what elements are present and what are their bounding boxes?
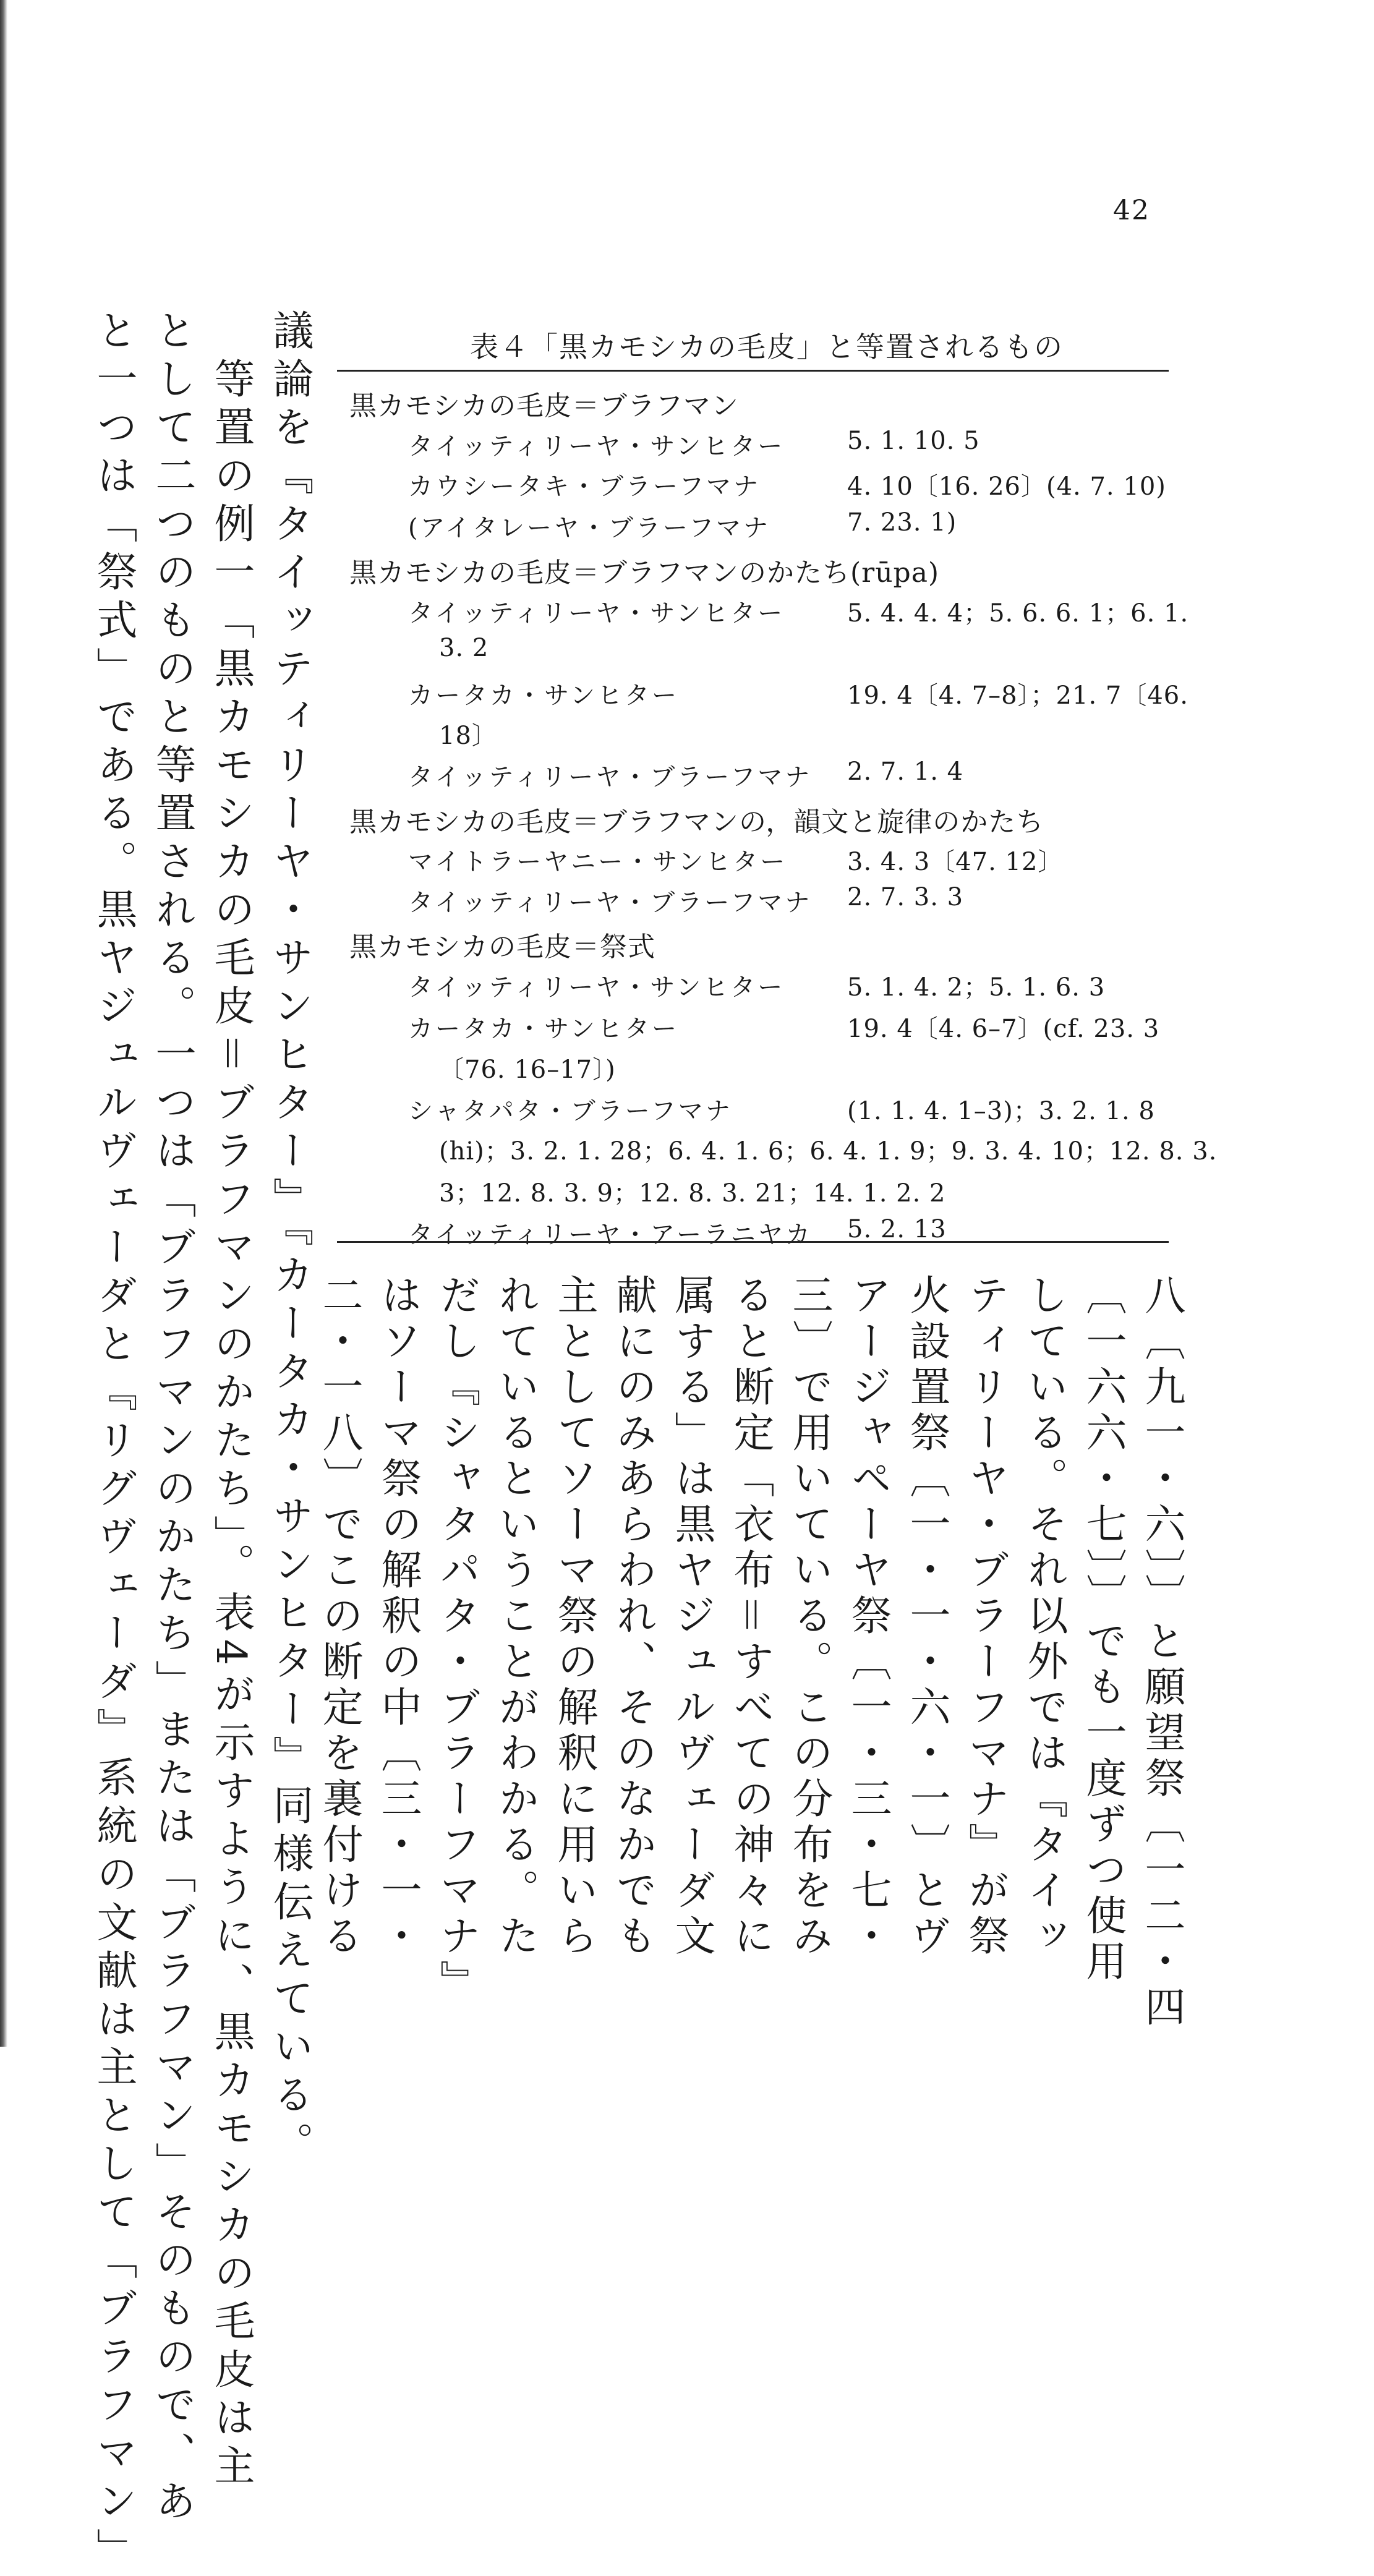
table-reference-continuation: 18〕 [439, 722, 497, 750]
text-column-upper: として二つのものと等置される。一つは「ブラフマンのかたち」または「ブラフマン」そのもので、あ [148, 309, 196, 2528]
table-reference: 19. 4〔4. 7–8〕；21. 7〔46. [847, 681, 1188, 710]
table-reference-continuation: (hi)；3. 2. 1. 28；6. 4. 1. 6；6. 4. 1. 9；9. 3. 4. 10；12. 8. 3. [439, 1137, 1218, 1166]
table-reference: (1. 1. 4. 1–3)；3. 2. 1. 8 [847, 1097, 1155, 1125]
table-reference-continuation: 〔76. 16–17〕) [439, 1056, 616, 1084]
text-column-upper: と一つは「祭式」である。黒ヤジュルヴェーダと『リグヴェーダ』系統の文献は主として「ブラフマン」 [90, 309, 137, 2576]
table-source-name: シャタパタ・ブラーフマナ [408, 1097, 733, 1125]
text-column-lower: れているということがわかる。た [492, 1274, 539, 1960]
table-source-name: カータカ・サンヒター [408, 681, 679, 710]
text-column-lower: 属する」は黒ヤジュルヴェーダ文 [668, 1274, 715, 1960]
table-source-name: タイッティリーヤ・ブラーフマナ [408, 763, 813, 791]
table-reference: 2. 7. 1. 4 [847, 757, 964, 786]
text-column-lower: だし『シャタパタ・ブラーフマナ』 [433, 1274, 480, 2006]
text-column-upper: 等置の例一「黒カモシカの毛皮＝ブラフマンのかたち」。表4が示すように、黒カモシカの毛皮は主 [207, 309, 255, 2493]
text-column-lower: 火設置祭〔一・一・六・一〕とヴ [903, 1274, 950, 1960]
table-source-name: タイッティリーヤ・サンヒター [408, 599, 785, 628]
text-column-lower: 〔一六六・七〕〕でも一度ずつ使用 [1079, 1274, 1127, 1985]
text-column-lower: 主としてソーマ祭の解釈に用いら [550, 1274, 598, 1960]
table-caption: 表４「黒カモシカの毛皮」と等置されるもの [470, 330, 1064, 364]
table-source-name: タイッティリーヤ・アーラニヤカ [408, 1221, 813, 1249]
table-source-name: タイッティリーヤ・サンヒター [408, 432, 785, 461]
page-gutter-shadow [0, 0, 7, 2047]
text-column-upper: 議論を『タイッティリーヤ・サンヒター』『カータカ・サンヒター』同様伝えている。 [266, 309, 314, 2170]
text-column-lower: はソーマ祭の解釈の中〔三・一・ [374, 1274, 422, 1960]
table-equation-heading: 黒カモシカの毛皮＝ブラフマンのかたち(rūpa) [349, 557, 940, 589]
table-equation-heading: 黒カモシカの毛皮＝ブラフマン [349, 390, 739, 422]
table-source-name: タイッティリーヤ・サンヒター [408, 973, 785, 1002]
table-reference: 4. 10〔16. 26〕(4. 7. 10) [847, 472, 1166, 501]
table-source-name: (アイタレーヤ・ブラーフマナ [408, 514, 771, 542]
table-equation-heading: 黒カモシカの毛皮＝ブラフマンの，韻文と旋律のかたち [349, 806, 1044, 838]
table-reference-continuation: 3. 2 [439, 634, 489, 662]
text-column-lower: 三〕で用いている。この分布をみ [785, 1274, 833, 1960]
table-source-name: カウシータキ・ブラーフマナ [408, 472, 761, 501]
table-equation-heading: 黒カモシカの毛皮＝祭式 [349, 931, 655, 963]
table-reference: 5. 4. 4. 4；5. 6. 6. 1；6. 1. [847, 599, 1189, 628]
text-column-lower: している。それ以外では『タイッ [1020, 1274, 1068, 1960]
text-column-lower: アージャペーヤ祭〔一・三・七・ [844, 1274, 892, 1960]
table-top-rule [337, 370, 1169, 372]
table-reference: 2. 7. 3. 3 [847, 883, 964, 911]
table-source-name: カータカ・サンヒター [408, 1015, 679, 1043]
table-source-name: マイトラーヤニー・サンヒター [408, 848, 788, 876]
table-reference: 5. 1. 10. 5 [847, 427, 980, 455]
table-reference: 5. 2. 13 [847, 1215, 947, 1243]
table-reference-continuation: 3；12. 8. 3. 9；12. 8. 3. 21；14. 1. 2. 2 [439, 1179, 946, 1208]
text-column-lower: 八〔九一・六〕〕と願望祭〔一二・四 [1138, 1274, 1185, 2031]
table-reference: 7. 23. 1) [847, 508, 957, 537]
table-source-name: タイッティリーヤ・ブラーフマナ [408, 889, 813, 917]
page-number: 42 [1113, 195, 1150, 226]
text-column-lower: ると断定「衣布＝すべての神々に [727, 1274, 774, 1960]
table-reference: 3. 4. 3〔47. 12〕 [847, 848, 1064, 876]
table-bottom-rule [337, 1241, 1169, 1243]
text-column-lower: 献にのみあらわれ、そのなかでも [609, 1274, 657, 1960]
text-column-lower: ティリーヤ・ブラーフマナ』が祭 [962, 1274, 1009, 1960]
table-reference: 5. 1. 4. 2；5. 1. 6. 3 [847, 973, 1106, 1002]
table-reference: 19. 4〔4. 6–7〕(cf. 23. 3 [847, 1015, 1160, 1043]
text-column-lower: 二・一八〕でこの断定を裏付ける [315, 1274, 363, 1960]
